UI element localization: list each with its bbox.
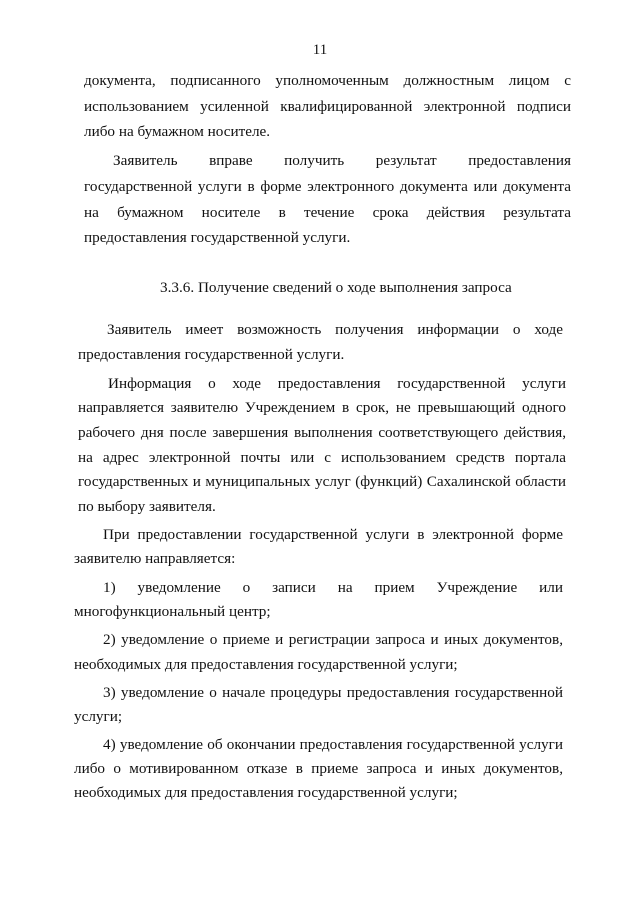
list-item: многофункциональный центр;: [74, 603, 271, 620]
paragraph-line: предоставления государственной услуги.: [78, 346, 345, 363]
paragraph-line: Заявитель вправе получить результат предоставления: [113, 152, 571, 169]
paragraph-line: либо на бумажном носителе.: [84, 123, 271, 140]
list-item: 3) уведомление о начале процедуры предоставления государственной: [103, 684, 563, 701]
paragraph-line: по выбору заявителя.: [78, 498, 216, 515]
list-item: 4) уведомление об окончании предоставления государственной услуги: [103, 736, 563, 753]
list-item: либо о мотивированном отказе в приеме запроса и иных документов,: [74, 760, 563, 777]
paragraph-line: государственной услуги в форме электронного документа или документа: [84, 178, 571, 195]
list-item: 2) уведомление о приеме и регистрации запроса и иных документов,: [103, 631, 563, 648]
paragraph-line: документа, подписанного уполномоченным должностным лицом с: [84, 72, 571, 89]
paragraph-line: заявителю направляется:: [74, 550, 236, 567]
list-item: 1) уведомление о записи на прием Учреждение или: [103, 579, 563, 596]
paragraph-line: направляется заявителю Учреждением в срок, не превышающий одного: [78, 399, 566, 416]
paragraph-line: использованием усиленной квалифицированной электронной подписи: [84, 98, 571, 115]
paragraph-line: на бумажном носителе в течение срока действия результата: [84, 204, 571, 221]
section-heading: 3.3.6. Получение сведений о ходе выполнения запроса: [160, 279, 512, 296]
paragraph-line: Информация о ходе предоставления государственной услуги: [108, 375, 566, 392]
page-number: 11: [312, 42, 328, 58]
list-item: необходимых для предоставления государственной услуги;: [74, 656, 458, 673]
paragraph-line: рабочего дня после завершения выполнения соответствующего действия,: [78, 424, 566, 441]
paragraph-line: государственных и муниципальных услуг (функций) Сахалинской области: [78, 473, 566, 490]
paragraph-line: предоставления государственной услуги.: [84, 229, 351, 246]
paragraph-line: на адрес электронной почты или с использованием средств портала: [78, 449, 566, 466]
list-item: необходимых для предоставления государственной услуги;: [74, 784, 458, 801]
paragraph-line: При предоставлении государственной услуги в электронной форме: [103, 526, 563, 543]
list-item: услуги;: [74, 708, 123, 725]
paragraph-line: Заявитель имеет возможность получения информации о ходе: [107, 321, 563, 338]
